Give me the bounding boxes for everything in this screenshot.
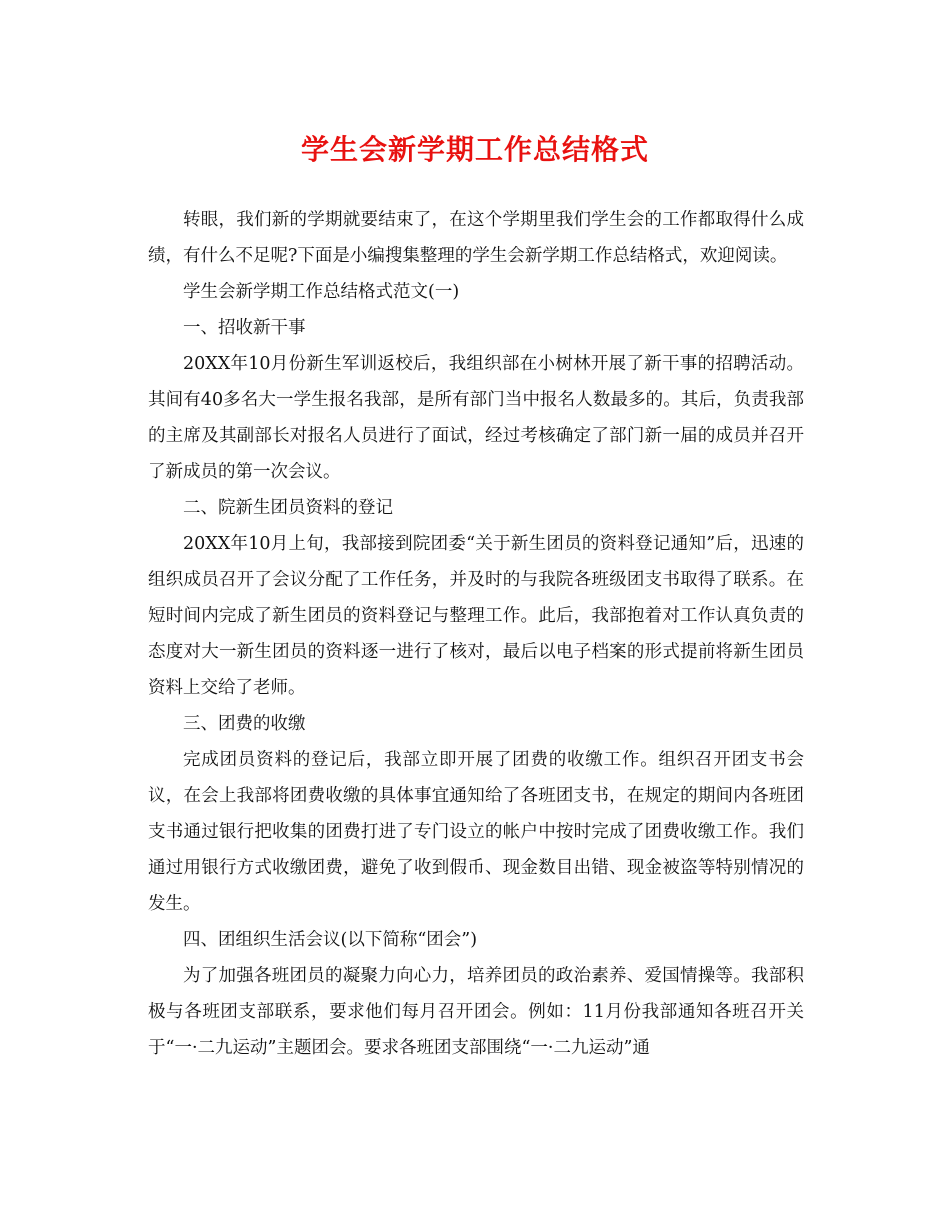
section-heading-1: 一、招收新干事 <box>183 318 306 338</box>
body-paragraph-1: 20XX年10月份新生军训返校后，我组织部在小树林开展了新干事的招聘活动。其间有40多名大一学生报名我部，是所有部门当中报名人数最多的。其后，负责我部的主席及其副部长对报名人员进行了面试，经过考核确定了部门新一届的成员并召开了新成员的第一次会议。 <box>148 354 804 482</box>
section-heading-2: 二、院新生团员资料的登记 <box>183 498 393 518</box>
body-paragraph-4: 为了加强各班团员的凝聚力向心力，培养团员的政治素养、爱国情操等。我部积极与各班团支部联系，要求他们每月召开团会。例如：11月份我部通知各班召开关于“一·二九运动”主题团会。要求各班团支部围绕“一·二九运动”通 <box>148 966 804 1058</box>
document-body <box>148 202 804 1066</box>
section-heading-sample: 学生会新学期工作总结格式范文(一) <box>183 282 460 302</box>
body-paragraph-3: 完成团员资料的登记后，我部立即开展了团费的收缴工作。组织召开团支书会议，在会上我部将团费收缴的具体事宜通知给了各班团支书，在规定的期间内各班团支书通过银行把收集的团费打进了专门设立的帐户中按时完成了团费收缴工作。我们通过用银行方式收缴团费，避免了收到假币、现金数目出错、现金被盗等特别情况的发生。 <box>148 750 804 914</box>
section-heading-4: 四、团组织生活会议(以下简称“团会”) <box>183 930 478 950</box>
intro-paragraph: 转眼，我们新的学期就要结束了，在这个学期里我们学生会的工作都取得什么成绩，有什么不足呢?下面是小编搜集整理的学生会新学期工作总结格式，欢迎阅读。 <box>148 210 804 266</box>
body-paragraph-2: 20XX年10月上旬，我部接到院团委“关于新生团员的资料登记通知”后，迅速的组织成员召开了会议分配了工作任务，并及时的与我院各班级团支书取得了联系。在短时间内完成了新生团员的资料登记与整理工作。此后，我部抱着对工作认真负责的态度对大一新生团员的资料逐一进行了核对，最后以电子档案的形式提前将新生团员资料上交给了老师。 <box>148 534 804 698</box>
section-heading-3: 三、团费的收缴 <box>183 714 306 734</box>
document-title: 学生会新学期工作总结格式 <box>300 133 649 166</box>
